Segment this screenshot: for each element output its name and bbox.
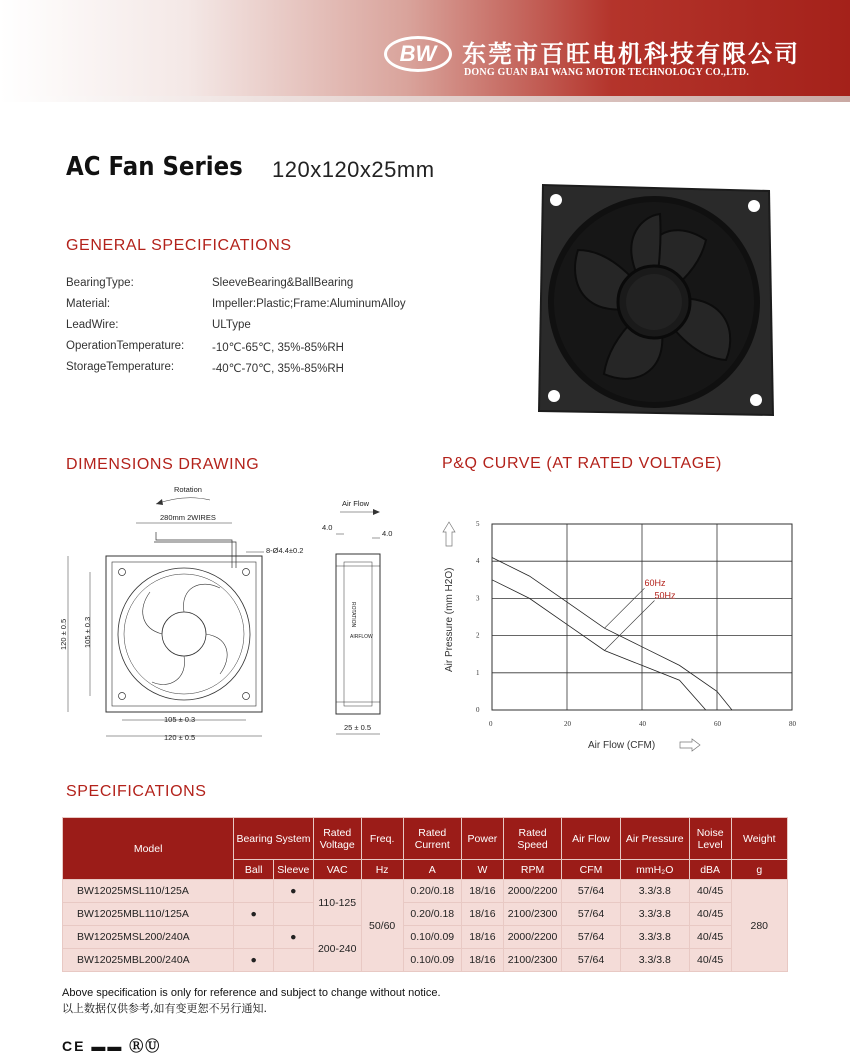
x-tick-label: 40 (639, 720, 646, 728)
rotation-label: Rotation (174, 485, 202, 494)
spec-row (66, 277, 486, 293)
y-tick-label: 4 (476, 557, 480, 566)
ball-cell: ● (234, 949, 274, 972)
model-cell: BW12025MSL110/125A (63, 880, 234, 903)
general-spec-heading: GENERAL SPECIFICATIONS (66, 237, 292, 254)
unit-vac: VAC (313, 860, 361, 880)
current-cell: 0.20/0.18 (403, 903, 462, 926)
specifications-heading: SPECIFICATIONS (66, 783, 207, 800)
current-cell: 0.20/0.18 (403, 880, 462, 903)
spec-key: BearingType: (66, 277, 134, 289)
unit-rpm: RPM (503, 860, 562, 880)
sleeve-cell: ● (274, 880, 314, 903)
sleeve-cell (274, 949, 314, 972)
power-cell: 18/16 (462, 903, 504, 926)
col-pressure: Air Pressure (620, 818, 689, 860)
model-cell: BW12025MSL200/240A (63, 926, 234, 949)
unit-mmh2o: mmH₂O (620, 860, 689, 880)
current-cell: 0.10/0.09 (403, 949, 462, 972)
wire-length-label: 280mm 2WIRES (160, 513, 216, 522)
company-logo: BW (384, 36, 452, 72)
mounting-holes-label: 8-Ø4.4±0.2 (266, 546, 304, 555)
x-tick-label: 60 (714, 720, 721, 728)
table-row (63, 949, 788, 972)
spec-value: ULType (212, 319, 251, 331)
x-axis-label: Air Flow (CFM) (588, 740, 656, 751)
pressure-cell: 3.3/3.8 (620, 903, 689, 926)
pq-curve-heading: P&Q CURVE (AT RATED VOLTAGE) (442, 455, 722, 472)
col-bearing: Bearing System (234, 818, 313, 860)
width-105-label: 105 ± 0.3 (164, 715, 196, 724)
spec-key: OperationTemperature: (66, 340, 185, 352)
specifications-table (62, 817, 788, 972)
spec-row (66, 298, 486, 314)
spec-key: Material: (66, 298, 111, 310)
x-tick-label: 80 (789, 720, 796, 728)
x-axis-arrow-icon (680, 739, 700, 751)
height-120-label: 120 ± 0.5 (59, 618, 68, 650)
spec-value: Impeller:Plastic;Frame:AluminumAlloy (212, 298, 406, 310)
depth-40-label-b: 4.0 (382, 529, 393, 538)
speed-cell: 2100/2300 (503, 903, 562, 926)
col-weight: Weight (731, 818, 787, 860)
pressure-cell: 3.3/3.8 (620, 949, 689, 972)
power-cell: 18/16 (462, 926, 504, 949)
airflow-label: Air Flow (342, 499, 370, 508)
noise-cell: 40/45 (689, 903, 731, 926)
voltage-cell: 110-125 (313, 880, 361, 926)
x-tick-label: 0 (489, 720, 493, 728)
model-cell: BW12025MBL110/125A (63, 903, 234, 926)
certification-marks: CE ▬▬ ⓇⓊ (62, 1038, 162, 1054)
y-tick-label: 3 (476, 594, 480, 603)
spec-row (66, 340, 486, 356)
height-105-label: 105 ± 0.3 (83, 616, 92, 648)
side-airflow-label: AIRFLOW (350, 634, 373, 640)
depth-40-label-a: 4.0 (322, 523, 333, 532)
flow-cell: 57/64 (562, 926, 621, 949)
spec-key: StorageTemperature: (66, 361, 175, 373)
ball-cell: ● (234, 903, 274, 926)
flow-cell: 57/64 (562, 949, 621, 972)
y-tick-label: 2 (476, 631, 480, 640)
col-airflow: Air Flow (562, 818, 621, 860)
spec-value: -40℃-70℃, 35%-85%RH (212, 363, 344, 375)
model-cell: BW12025MBL200/240A (63, 949, 234, 972)
voltage-cell: 200-240 (313, 926, 361, 972)
disclaimer-cn: 以上数据仅供参考,如有变更恕不另行通知. (62, 1002, 267, 1015)
width-120-label: 120 ± 0.5 (164, 733, 196, 742)
speed-cell: 2000/2200 (503, 926, 562, 949)
spec-key: LeadWire: (66, 319, 119, 331)
unit-g: g (731, 860, 787, 880)
company-name-cn: 东莞市百旺电机科技有限公司 (462, 40, 800, 68)
flow-cell: 57/64 (562, 880, 621, 903)
spec-row (66, 319, 486, 335)
product-series-title: AC Fan Series (66, 152, 243, 182)
fan-product-image (530, 176, 778, 426)
noise-cell: 40/45 (689, 880, 731, 903)
unit-hz: Hz (361, 860, 403, 880)
x-tick-label: 20 (564, 720, 571, 728)
y-tick-label: 0 (476, 706, 480, 714)
spec-value: -10℃-65℃, 35%-85%RH (212, 342, 344, 354)
pq-curve-chart (436, 510, 806, 760)
col-noise: Noise Level (689, 818, 731, 860)
sleeve-cell (274, 903, 314, 926)
series-leader-50Hz (605, 600, 655, 650)
y-tick-label: 1 (476, 668, 480, 677)
series-line-60Hz (492, 558, 732, 711)
table-row (63, 903, 788, 926)
speed-cell: 2100/2300 (503, 949, 562, 972)
ball-cell (234, 926, 274, 949)
disclaimer-en: Above specification is only for reference and subject to change without notice. (62, 987, 441, 999)
unit-cfm: CFM (562, 860, 621, 880)
pressure-cell: 3.3/3.8 (620, 926, 689, 949)
weight-cell: 280 (731, 880, 787, 972)
unit-dba: dBA (689, 860, 731, 880)
power-cell: 18/16 (462, 949, 504, 972)
col-ball: Ball (234, 860, 274, 880)
series-label-60Hz: 60Hz (644, 578, 666, 589)
col-freq: Freq. (361, 818, 403, 860)
header-divider (0, 96, 850, 102)
y-axis-arrow-icon (443, 522, 455, 546)
dimensions-drawing (60, 478, 400, 748)
company-name-en: DONG GUAN BAI WANG MOTOR TECHNOLOGY CO.,LTD. (464, 67, 750, 78)
ball-cell (234, 880, 274, 903)
unit-a: A (403, 860, 462, 880)
col-speed: Rated Speed (503, 818, 562, 860)
flow-cell: 57/64 (562, 903, 621, 926)
y-tick-label: 5 (476, 520, 480, 528)
freq-cell: 50/60 (361, 880, 403, 972)
col-voltage: Rated Voltage (313, 818, 361, 860)
noise-cell: 40/45 (689, 949, 731, 972)
sleeve-cell: ● (274, 926, 314, 949)
current-cell: 0.10/0.09 (403, 926, 462, 949)
spec-value: SleeveBearing&BallBearing (212, 277, 354, 289)
pressure-cell: 3.3/3.8 (620, 880, 689, 903)
series-leader-60Hz (605, 588, 645, 628)
side-rotation-label: ROTATION (350, 602, 356, 628)
noise-cell: 40/45 (689, 926, 731, 949)
col-sleeve: Sleeve (274, 860, 314, 880)
table-row (63, 926, 788, 949)
power-cell: 18/16 (462, 880, 504, 903)
spec-row (66, 361, 486, 377)
dimensions-heading: DIMENSIONS DRAWING (66, 456, 260, 473)
speed-cell: 2000/2200 (503, 880, 562, 903)
y-axis-label: Air Pressure (mm H2O) (444, 567, 455, 672)
col-current: Rated Current (403, 818, 462, 860)
table-row (63, 880, 788, 903)
unit-w: W (462, 860, 504, 880)
series-label-50Hz: 50Hz (654, 590, 676, 601)
product-size: 120x120x25mm (272, 157, 435, 182)
depth-25-label: 25 ± 0.5 (344, 723, 372, 732)
col-model: Model (63, 818, 234, 880)
col-power: Power (462, 818, 504, 860)
